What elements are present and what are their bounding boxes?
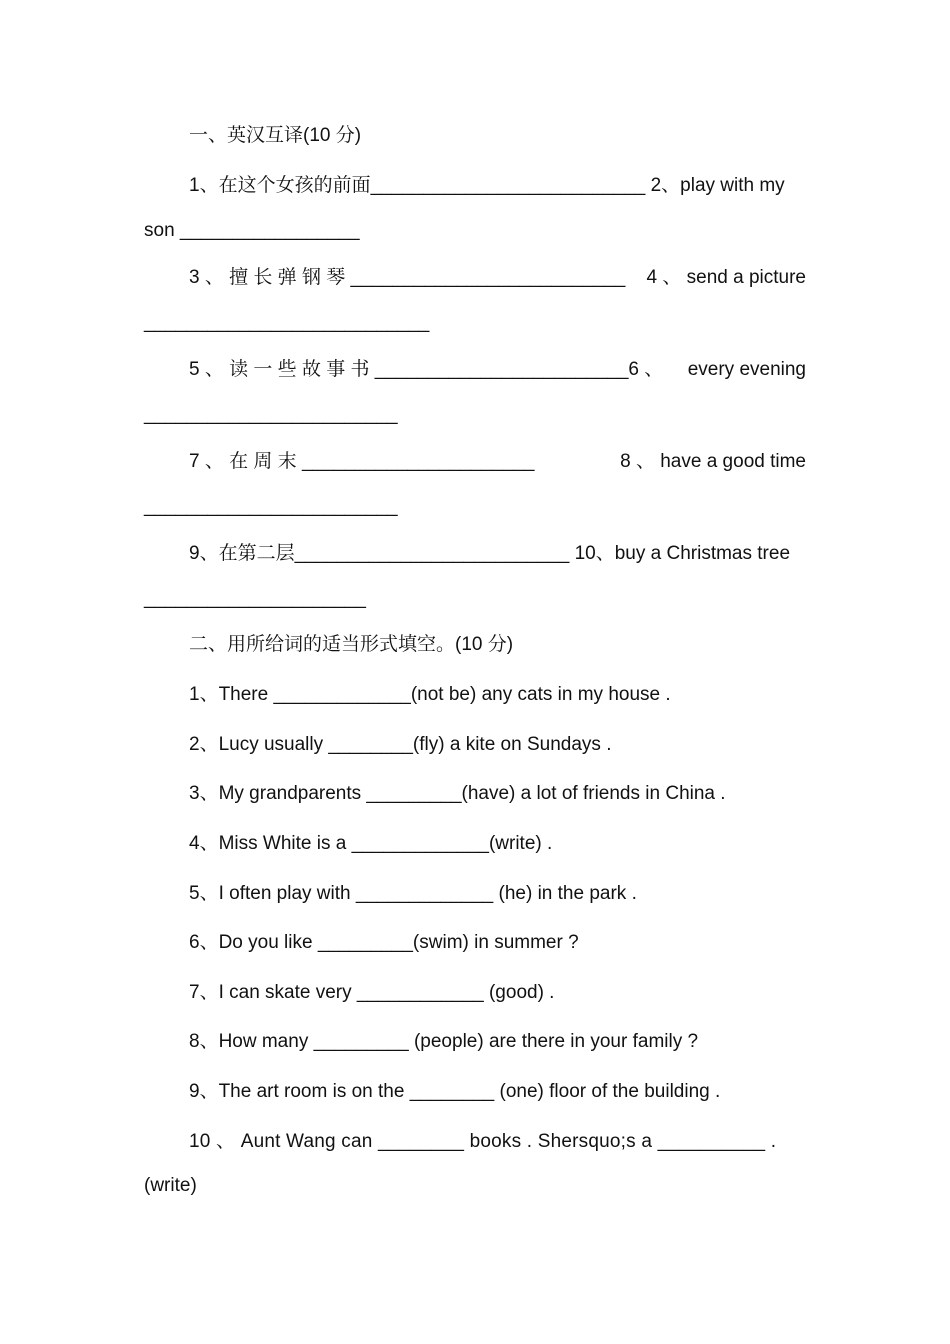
s2-item2: 2、Lucy usually ________(fly) a kite on Sundays . (189, 734, 612, 755)
s1-item7-line1 (189, 450, 806, 474)
s2-item9: 9、The art room is on the ________ (one) floor of the building . (189, 1081, 721, 1102)
s1-item5-line1 (189, 358, 806, 382)
s1-item3-left: 3 、 擅 长 弹 钢 琴 __________________________ (189, 267, 626, 288)
s1-item4-right: 4 、 send a picture (646, 267, 806, 288)
s2-item5: 5、I often play with _____________ (he) in the park . (189, 883, 637, 904)
section1-heading: 一、英汉互译(10 分) (189, 125, 362, 146)
s1-item6-line2: ________________________ (144, 404, 398, 425)
s2-item10-continuation: (write) (144, 1175, 197, 1196)
s1-item8-line2: ________________________ (144, 496, 398, 517)
s1-item1-line1: 1、在这个女孩的前面__________________________ 2、play with my (189, 175, 785, 196)
s2-item1: 1、There _____________(not be) any cats in my house . (189, 684, 671, 705)
s2-item8: 8、How many _________ (people) are there in your family ? (189, 1031, 699, 1052)
section2-heading: 二、用所给词的适当形式填空。(10 分) (189, 634, 514, 655)
s1-item10-line2: _____________________ (144, 588, 366, 609)
s1-item7-left: 7 、 在 周 末 ______________________ (189, 451, 535, 472)
s1-item3-line1 (189, 266, 806, 290)
s1-item5-left: 5 、 读 一 些 故 事 书 ________________________6 、 (189, 359, 664, 380)
s2-item10: 10 、 Aunt Wang can ________ books . Shersquo;s a __________ . (189, 1131, 777, 1152)
s1-item6-right: every evening (687, 359, 806, 380)
s1-item4-line2: ___________________________ (144, 312, 430, 333)
s2-item4: 4、Miss White is a _____________(write) . (189, 833, 553, 854)
s2-item3: 3、My grandparents _________(have) a lot of friends in China . (189, 783, 726, 804)
s1-item8-right: 8 、 have a good time (620, 451, 806, 472)
s2-item6: 6、Do you like _________(swim) in summer ? (189, 932, 579, 953)
s2-item7: 7、I can skate very ____________ (good) . (189, 982, 555, 1003)
s1-item9-line1: 9、在第二层__________________________ 10、buy a Christmas tree (189, 543, 791, 564)
s1-item1-line2: son _________________ (144, 220, 360, 241)
